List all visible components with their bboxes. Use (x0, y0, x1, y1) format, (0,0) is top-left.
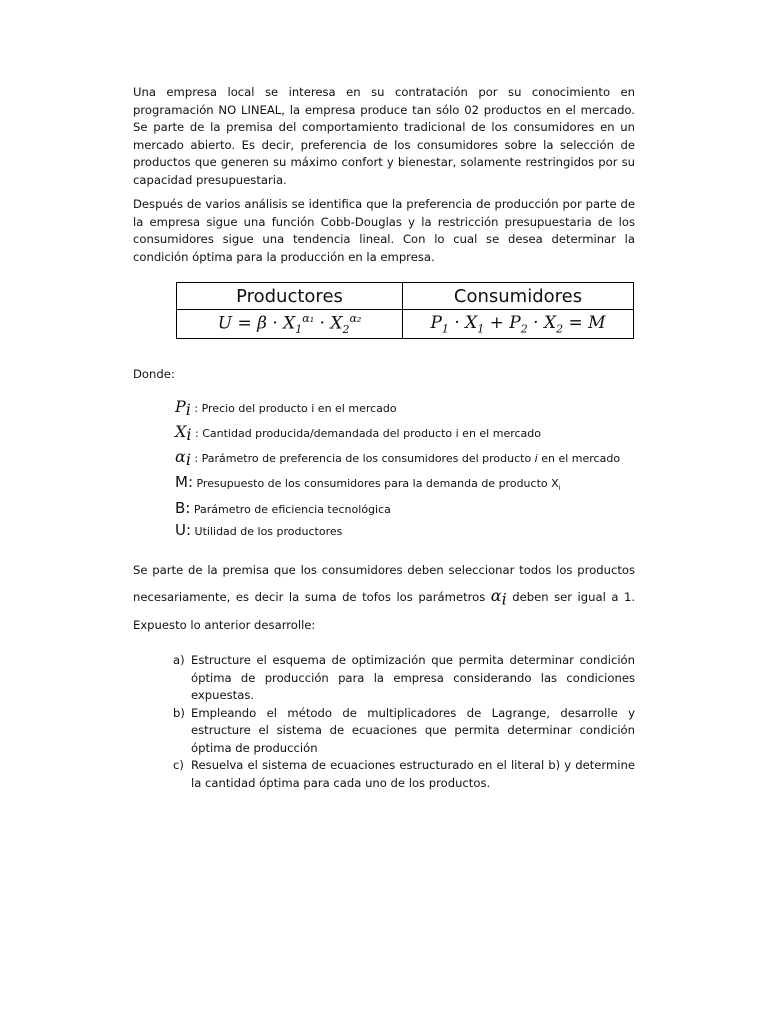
definition-price: $P_i$ : Precio del producto i en el mercado (175, 397, 397, 420)
task-item-b: b) Empleando el método de multiplicadores de Lagrange, desarrolle y estructure el sistema de ecuaciones que permita determinar condición óptima de producción (173, 705, 635, 755)
formula-table (176, 282, 634, 339)
definition-budget: M: Presupuesto de los consumidores para la demanda de producto $X_i$ (175, 472, 561, 492)
intro-paragraph-2: Después de varios análisis se identifica que la preferencia de producción por parte de la empresa sigue una función Cobb-Douglas y la restricción presupuestaria de los consumidores sigue una tendencia lineal. Con lo cual se desea determinar la condición óptima para la producción en la empresa. (133, 197, 635, 264)
document-body (133, 84, 635, 273)
definitions-list (175, 396, 645, 542)
task-list (173, 652, 635, 792)
intro-paragraph-1: Una empresa local se interesa en su contratación por su conocimiento en programación NO LINEAL, la empresa produce tan sólo 02 productos en el mercado. Se parte de la premisa del comportamiento tradicional de los consumidores en un mercado abierto. Es decir, preferencia de los consumidores sobre la selección de productos que generen su máximo confort y bienestar, solamente restringidos por su capacidad presupuestaria. (133, 85, 635, 187)
donde-label: Donde: (133, 367, 175, 381)
definition-efficiency: B: Parámetro de eficiencia tecnológica (175, 498, 391, 517)
producer-utility-formula: $U = \beta \cdot X_1^{\alpha_1} \cdot X_2^{\alpha_2}$ (177, 310, 403, 339)
task-item-a: a) Estructure el esquema de optimización que permita determinar condición óptima de producción para la empresa considerando las condiciones expuestas. (173, 653, 635, 702)
premise-paragraph: Se parte de la premisa que los consumidores deben seleccionar todos los productos necesariamente, es decir la suma de tofos los parámetros $\alpha_i$ deben ser igual a 1. Expuesto lo anterior desarrolle: (133, 563, 635, 633)
header-productores: Productores (177, 283, 403, 310)
header-consumidores: Consumidores (403, 283, 634, 310)
definition-quantity: $X_i$ : Cantidad producida/demandada del producto i en el mercado (175, 422, 541, 445)
consumer-budget-formula: $P_1 \cdot X_1 + P_2 \cdot X_2 = M$ (403, 310, 634, 339)
definition-alpha: $\alpha_i$ : Parámetro de preferencia de los consumidores del producto i en el mercado (175, 447, 621, 470)
task-item-c: c) Resuelva el sistema de ecuaciones estructurado en el literal b) y determine la cantidad óptima para cada uno de los productos. (173, 758, 635, 790)
definition-utility: U: Utilidad de los productores (175, 520, 343, 539)
